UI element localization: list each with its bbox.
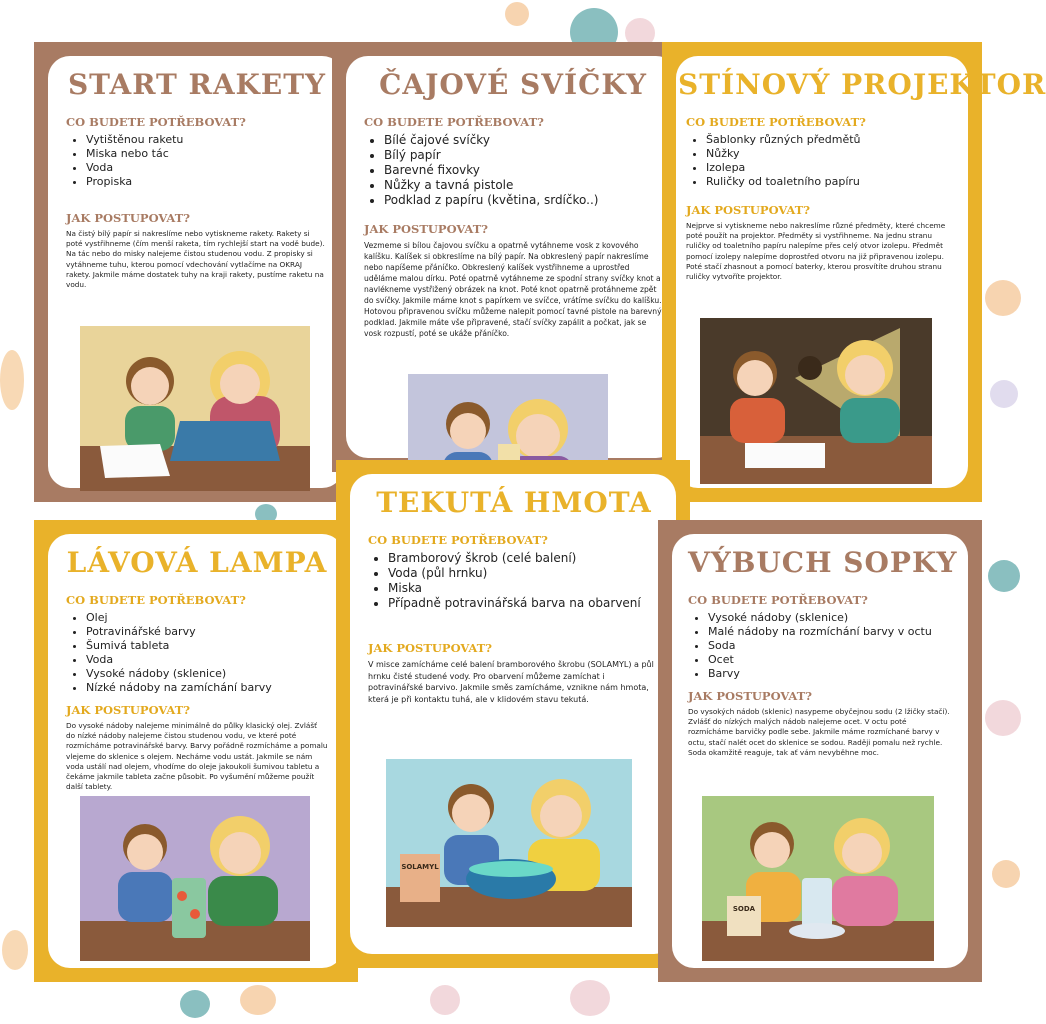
- supplies-list: [66, 133, 328, 189]
- steps-text: Nejprve si vytiskneme nebo nakreslíme různé předměty, které chceme poté použít na projektor. Předměty si vystřihneme. Na jednu stranu ruličky od toaletního papíru nalepíme přes celý otvor izolepu. Předmět pomocí izolepy nalepíme doprostřed otvoru na již připravenou izolepu. Poté stačí zhasnout a pomocí baterky, kterou prosvítíte druhou stranu ruličky vytvoříte projektor.: [686, 221, 946, 282]
- list-item: • Podklad z papíru (květina, srdíčko..): [384, 193, 662, 208]
- list-item: • Voda: [86, 653, 328, 667]
- card-title: LÁVOVÁ LAMPA: [66, 546, 328, 579]
- list-item: • Ocet: [708, 653, 952, 667]
- supplies-list: [368, 551, 660, 611]
- list-item: • Vytištěnou raketu: [86, 133, 328, 147]
- list-item: • Ruličky od toaletního papíru: [706, 175, 952, 189]
- card-vybuch-sopky: [658, 520, 982, 982]
- steps-text: Do vysoké nádoby nalejeme minimálně do půlky klasický olej. Zvlášť do nízké nádoby nalejeme čistou studenou vodu, ve které poté rozmícháme potravinářské barvy. Barvy pořádně rozmícháme a pomalu vlejeme do sklenice s olejem. Necháme vodu ustát. Jakmile se nám voda ustálí nad olejem, vhodíme do oleje jakoukoli šumivou tabletu a čekáme jakmile tableta začne působit. Po vyšumění můžeme použít další tablety.: [66, 721, 328, 792]
- list-item: • Šumivá tableta: [86, 639, 328, 653]
- list-item: • Malé nádoby na rozmíchání barvy v octu: [708, 625, 952, 639]
- supplies-list: [364, 133, 662, 208]
- list-item: • Soda: [708, 639, 952, 653]
- list-item: • Barvy: [708, 667, 952, 681]
- list-item: • Potravinářské barvy: [86, 625, 328, 639]
- list-item: • Voda (půl hrnku): [388, 566, 660, 581]
- card-title: ČAJOVÉ SVÍČKY: [379, 68, 647, 101]
- illustration: [80, 326, 310, 491]
- steps-heading: JAK POSTUPOVAT?: [686, 203, 811, 217]
- list-item: • Izolepa: [706, 161, 952, 175]
- card-title: VÝBUCH SOPKY: [688, 546, 958, 579]
- steps-text: V misce zamícháme celé balení bramborového škrobu (SOLAMYL) a půl hrnku čisté studené vody. Pro obarvení můžeme zamíchat i potravinářské barvivo. Jakmile směs zamícháme, vznikne nám hmota, která je při kontaktu tuhá, ale v klidovém stavu tekutá.: [368, 660, 654, 704]
- list-item: • Voda: [86, 161, 328, 175]
- list-item: • Miska nebo tác: [86, 147, 328, 161]
- card-title: STÍNOVÝ PROJEKTOR: [678, 68, 1046, 101]
- list-item: • Nůžky: [706, 147, 952, 161]
- card-stinovy-projektor: [662, 42, 1046, 502]
- list-item: • Vysoké nádoby (sklenice): [708, 611, 952, 625]
- list-item: • Bramborový škrob (celé balení): [388, 551, 660, 566]
- need-heading: CO BUDETE POTŘEBOVAT?: [368, 533, 548, 547]
- card-title: TEKUTÁ HMOTA: [376, 486, 652, 519]
- solamyl-box-label: SOLAMYL: [401, 863, 439, 871]
- need-heading: CO BUDETE POTŘEBOVAT?: [364, 115, 544, 129]
- illustration: [700, 318, 932, 484]
- need-heading: CO BUDETE POTŘEBOVAT?: [66, 593, 246, 607]
- steps-heading: JAK POSTUPOVAT?: [688, 689, 813, 703]
- list-item: • Nízké nádoby na zamíchání barvy: [86, 681, 328, 695]
- steps-heading: JAK POSTUPOVAT?: [66, 703, 191, 717]
- supplies-list: [66, 611, 328, 695]
- steps-heading: JAK POSTUPOVAT?: [66, 211, 191, 225]
- supplies-list: [688, 611, 952, 681]
- list-item: • Propiska: [86, 175, 328, 189]
- card-start-rakety: [34, 42, 358, 502]
- list-item: • Šablonky různých předmětů: [706, 133, 952, 147]
- card-title: START RAKETY: [67, 68, 327, 101]
- steps-heading: JAK POSTUPOVAT?: [364, 222, 489, 236]
- list-item: • Případně potravinářská barva na obarvení: [388, 596, 660, 611]
- steps-heading: JAK POSTUPOVAT?: [368, 641, 493, 655]
- steps-text: Na čistý bílý papír si nakreslíme nebo vytiskneme rakety. Rakety si poté vystřihneme (čím menší raketa, tím rychlejší start na vodě bude). Na tác nebo do misky nalejeme čistou studenou vodu. Z propisky si vytáhneme tuhu, kterou pomocí vdechování vytlačíme na OKRAJ rakety. Jakmile máme dostatek tuhy na kraji rakety, pustíme raketu na vodu.: [66, 229, 325, 290]
- list-item: • Barevné fixovky: [384, 163, 662, 178]
- illustration: [702, 796, 934, 961]
- need-heading: CO BUDETE POTŘEBOVAT?: [688, 593, 868, 607]
- list-item: • Nůžky a tavná pistole: [384, 178, 662, 193]
- list-item: • Miska: [388, 581, 660, 596]
- card-tekuta-hmota: [336, 460, 690, 968]
- soda-box-label: SODA: [732, 905, 756, 913]
- steps-text: Do vysokých nádob (sklenic) nasypeme obyčejnou sodu (2 lžičky stačí). Zvlášť do nízkých malých nádob nalejeme ocet. V octu poté rozmícháme barvičky podle sebe. Jakmile máme rozmíchané barvy v octu, stačí nalét ocet do sklenice se sodou. Raději pomalu než rychle. Soda okamžitě reaguje, tak ať vám nevyběhne moc.: [688, 707, 950, 757]
- supplies-list: [686, 133, 952, 189]
- list-item: • Olej: [86, 611, 328, 625]
- list-item: • Bílý papír: [384, 148, 662, 163]
- card-lavova-lampa: [34, 520, 358, 982]
- illustration: [386, 759, 632, 927]
- list-item: • Vysoké nádoby (sklenice): [86, 667, 328, 681]
- list-item: • Bílé čajové svíčky: [384, 133, 662, 148]
- card-cajove-svicky: [332, 42, 692, 472]
- need-heading: CO BUDETE POTŘEBOVAT?: [686, 115, 866, 129]
- illustration: [80, 796, 310, 961]
- steps-text: Vezmeme si bílou čajovou svíčku a opatrně vytáhneme vosk z kovového kalíšku. Kalíšek si obkreslíme na bílý papír. Na obkreslený papír nakreslíme nebo napíšeme přáníčko. Obkreslený kalíšek vystřihneme a uprostřed uděláme malou dírku. Poté opatrně vytáhneme ze spodní strany svíčky knot a navlékneme vystřižený obrázek na knot. Poté knot opatrně protáhneme zpět do svíčky. Jakmile máme knot s papírkem ve svíčce, vrátíme svíčku do kalíšku. Hotovou připravenou svíčku můžeme nalepit pomocí tavné pistole na barevný podklad. Jakmile máte vše připravené, stačí svíčky zapálit a počkat, jak se vosk rozpustí, poté se ukáže přáníčko.: [364, 241, 662, 338]
- need-heading: CO BUDETE POTŘEBOVAT?: [66, 115, 246, 129]
